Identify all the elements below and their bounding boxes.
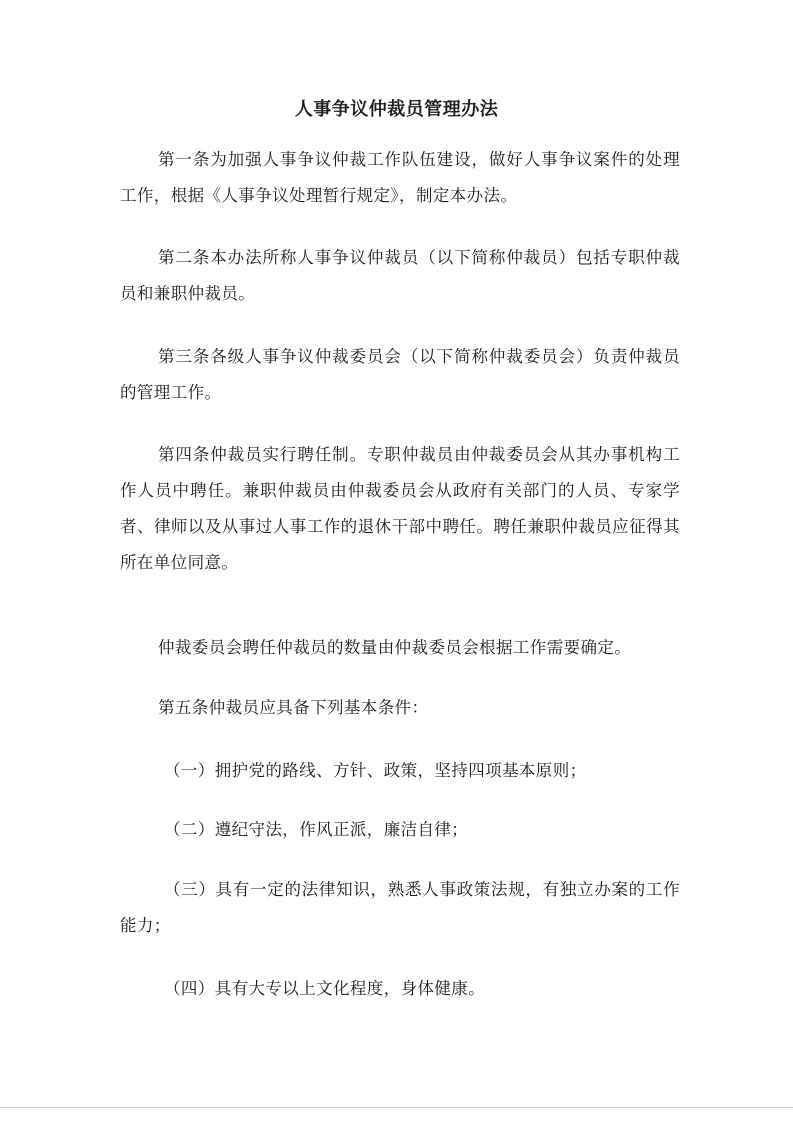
page-bottom-divider xyxy=(0,1107,793,1108)
condition-3-item: （三）具有一定的法律知识，熟悉人事政策法规，有独立办案的工作能力； xyxy=(120,880,680,935)
document-title: 人事争议仲裁员管理办法 xyxy=(294,99,499,120)
condition-1-item: （一）拥护党的路线、方针、政策，坚持四项基本原则； xyxy=(164,761,587,780)
article-3-paragraph: 第三条各级人事争议仲裁委员会（以下简称仲裁委员会）负责仲裁员的管理工作。 xyxy=(120,347,680,402)
article-1-paragraph: 第一条为加强人事争议仲裁工作队伍建设，做好人事争议案件的处理工作，根据《人事争议处理暂行规定》，制定本办法。 xyxy=(120,150,680,205)
condition-2-item: （二）遵纪守法，作风正派，廉洁自律； xyxy=(164,820,469,839)
article-2-paragraph: 第二条本办法所称人事争议仲裁员（以下简称仲裁员）包括专职仲裁员和兼职仲裁员。 xyxy=(120,248,680,303)
condition-4-item: （四）具有大专以上文化程度，身体健康。 xyxy=(164,979,486,998)
article-5-paragraph: 第五条仲裁员应具备下列基本条件： xyxy=(158,698,429,717)
quota-paragraph: 仲裁委员会聘任仲裁员的数量由仲裁委员会根据工作需要确定。 xyxy=(158,638,632,657)
article-4-paragraph: 第四条仲裁员实行聘任制。专职仲裁员由仲裁委员会从其办事机构工作人员中聘任。兼职仲裁员由仲裁委员会从政府有关部门的人员、专家学者、律师以及从事过人事工作的退休干部中聘任。聘任兼职仲裁员应征得其所在单位同意。 xyxy=(120,445,680,572)
